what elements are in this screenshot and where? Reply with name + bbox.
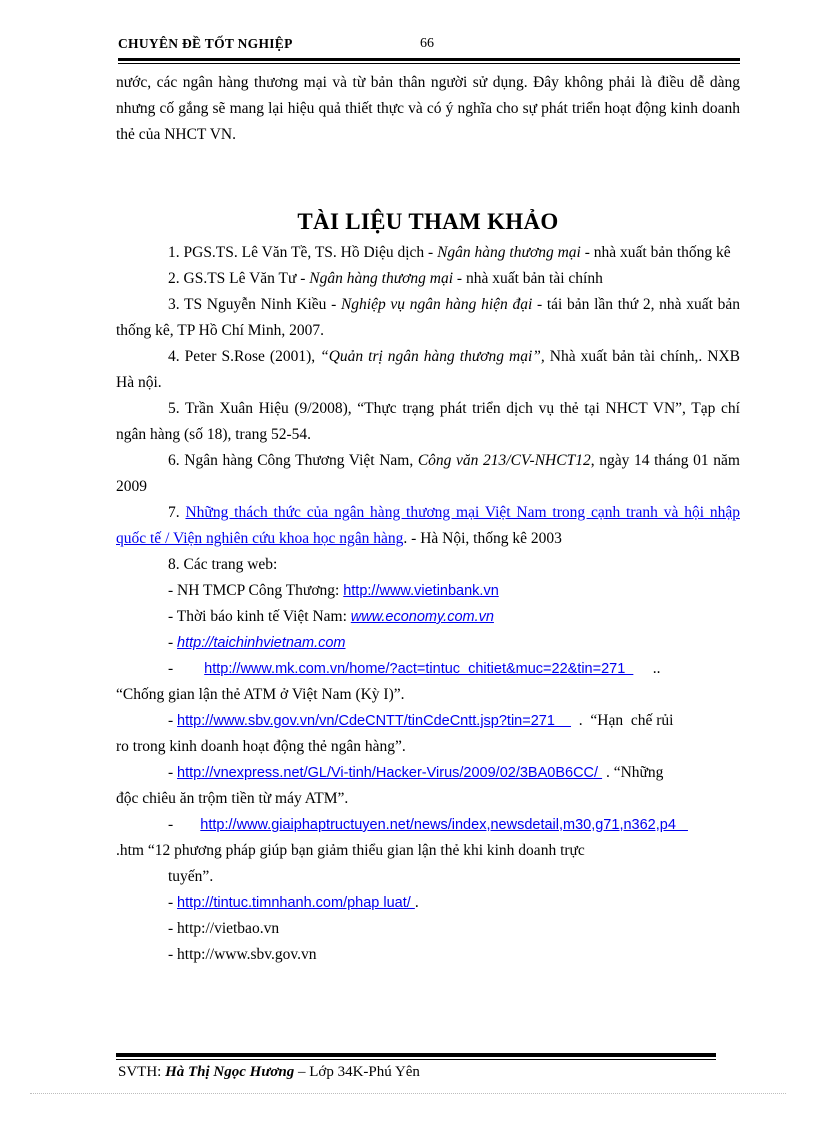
vietinbank-link[interactable]: http://www.vietinbank.vn bbox=[343, 583, 499, 599]
web-taichinh: - http://taichinhvietnam.com bbox=[168, 634, 346, 651]
economy-link[interactable]: www.economy.com.vn bbox=[350, 609, 494, 625]
reference-6: 6. Ngân hàng Công Thương Việt Nam, Công văn 213/CV-NHCT12, ngày 14 tháng 01 năm 2009 bbox=[116, 452, 740, 495]
page-body bbox=[116, 70, 740, 968]
vnexpress-link[interactable]: http://vnexpress.net/GL/Vi-tinh/Hacker-Virus/2009/02/3BA0B6CC/ bbox=[177, 765, 603, 781]
header-title: CHUYÊN ĐỀ TỐT NGHIỆP bbox=[118, 36, 293, 51]
reference-1: 1. PGS.TS. Lê Văn Tề, TS. Hồ Diệu dịch - Ngân hàng thương mại - nhà xuất bản thống kê bbox=[168, 244, 731, 261]
web-sbv-home: - http://www.sbv.gov.vn bbox=[168, 946, 317, 963]
web-vnexpress: - http://vnexpress.net/GL/Vi-tinh/Hacker-Virus/2009/02/3BA0B6CC/ . “Những bbox=[168, 764, 664, 781]
reference-4: 4. Peter S.Rose (2001), “Quản trị ngân hàng thương mại”, Nhà xuất bản tài chính,. NXB Hà nội. bbox=[116, 348, 740, 391]
header-rule-thin bbox=[118, 63, 740, 64]
web-vietbao: - http://vietbao.vn bbox=[168, 920, 280, 937]
giaiphap-link[interactable]: http://www.giaiphaptructuyen.net/news/index,newsdetail,m30,g71,n362,p4 bbox=[200, 817, 688, 833]
footer-rule-thin bbox=[116, 1059, 716, 1060]
student-name: Hà Thị Ngọc Hương bbox=[165, 1064, 295, 1080]
web-sbv: - http://www.sbv.gov.vn/vn/CdeCNTT/tinCdeCntt.jsp?tin=271 . “Hạn chế rủi bbox=[168, 712, 674, 729]
web-vnexpress-title: độc chiêu ăn trộm tiền từ máy ATM”. bbox=[116, 790, 349, 807]
page-header bbox=[118, 36, 740, 56]
header-rule bbox=[118, 58, 740, 61]
reference-7-link[interactable]: Những thách thức của ngân hàng thương mại Việt Nam trong cạnh tranh và hội nhập quốc tế / Viện nghiên cứu khoa học ngân hàng bbox=[116, 504, 740, 547]
web-giaiphap-title-end: tuyến”. bbox=[168, 868, 214, 885]
web-giaiphap-title: .htm “12 phương pháp giúp bạn giảm thiểu gian lận thẻ khi kinh doanh trực bbox=[116, 842, 585, 859]
reference-list bbox=[116, 240, 740, 968]
page-edge bbox=[30, 1093, 786, 1094]
reference-3: 3. TS Nguyễn Ninh Kiều - Nghiệp vụ ngân hàng hiện đại - tái bản lần thứ 2, nhà xuất bản thống kê, TP Hồ Chí Minh, 2007. bbox=[116, 296, 740, 339]
footer-rule bbox=[116, 1053, 716, 1057]
reference-8: 8. Các trang web: bbox=[168, 556, 278, 573]
web-mk: - http://www.mk.com.vn/home/?act=tintuc chitiet&muc=22&tin=271 .. bbox=[168, 660, 661, 677]
web-mk-title: “Chống gian lận thẻ ATM ở Việt Nam (Kỳ I)”. bbox=[116, 686, 405, 703]
web-sbv-title: ro trong kinh doanh hoạt động thẻ ngân hàng”. bbox=[116, 738, 406, 755]
web-giaiphap: - http://www.giaiphaptructuyen.net/news/index,newsdetail,m30,g71,n362,p4 bbox=[168, 816, 688, 833]
references-heading: TÀI LIỆU THAM KHẢO bbox=[297, 209, 559, 234]
web-economy: - Thời báo kinh tế Việt Nam: www.economy.com.vn bbox=[168, 608, 494, 625]
sbv-link[interactable]: http://www.sbv.gov.vn/vn/CdeCNTT/tinCdeCntt.jsp?tin=271 bbox=[177, 713, 572, 729]
mk-link[interactable]: http://www.mk.com.vn/home/?act=tintuc chitiet&muc=22&tin=271 bbox=[204, 661, 634, 677]
page-footer: SVTH: Hà Thị Ngọc Hương – Lớp 34K-Phú Yên bbox=[118, 1064, 420, 1080]
page-number: 66 bbox=[420, 36, 434, 51]
web-vietinbank: - NH TMCP Công Thương: http://www.vietinbank.vn bbox=[168, 582, 499, 599]
web-timnhanh: - http://tintuc.timnhanh.com/phap luat/ . bbox=[168, 894, 419, 911]
reference-2: 2. GS.TS Lê Văn Tư - Ngân hàng thương mại - nhà xuất bản tài chính bbox=[168, 270, 603, 287]
reference-5: 5. Trần Xuân Hiệu (9/2008), “Thực trạng phát triển dịch vụ thẻ tại NHCT VN”, Tạp chí ngân hàng (số 18), trang 52-54. bbox=[116, 400, 740, 443]
intro-paragraph: nước, các ngân hàng thương mại và từ bản thân người sử dụng. Đây không phải là điều dễ dàng nhưng cố gắng sẽ mang lại hiệu quả thiết thực và có ý nghĩa cho sự phát triển hoạt động kinh doanh thẻ của NHCT VN. bbox=[116, 74, 740, 143]
taichinh-link[interactable]: http://taichinhvietnam.com bbox=[177, 635, 346, 651]
reference-7: 7. Những thách thức của ngân hàng thương mại Việt Nam trong cạnh tranh và hội nhập quốc tế / Viện nghiên cứu khoa học ngân hàng. - Hà Nội, thống kê 2003 bbox=[116, 504, 740, 547]
timnhanh-link[interactable]: http://tintuc.timnhanh.com/phap luat/ bbox=[177, 895, 415, 911]
